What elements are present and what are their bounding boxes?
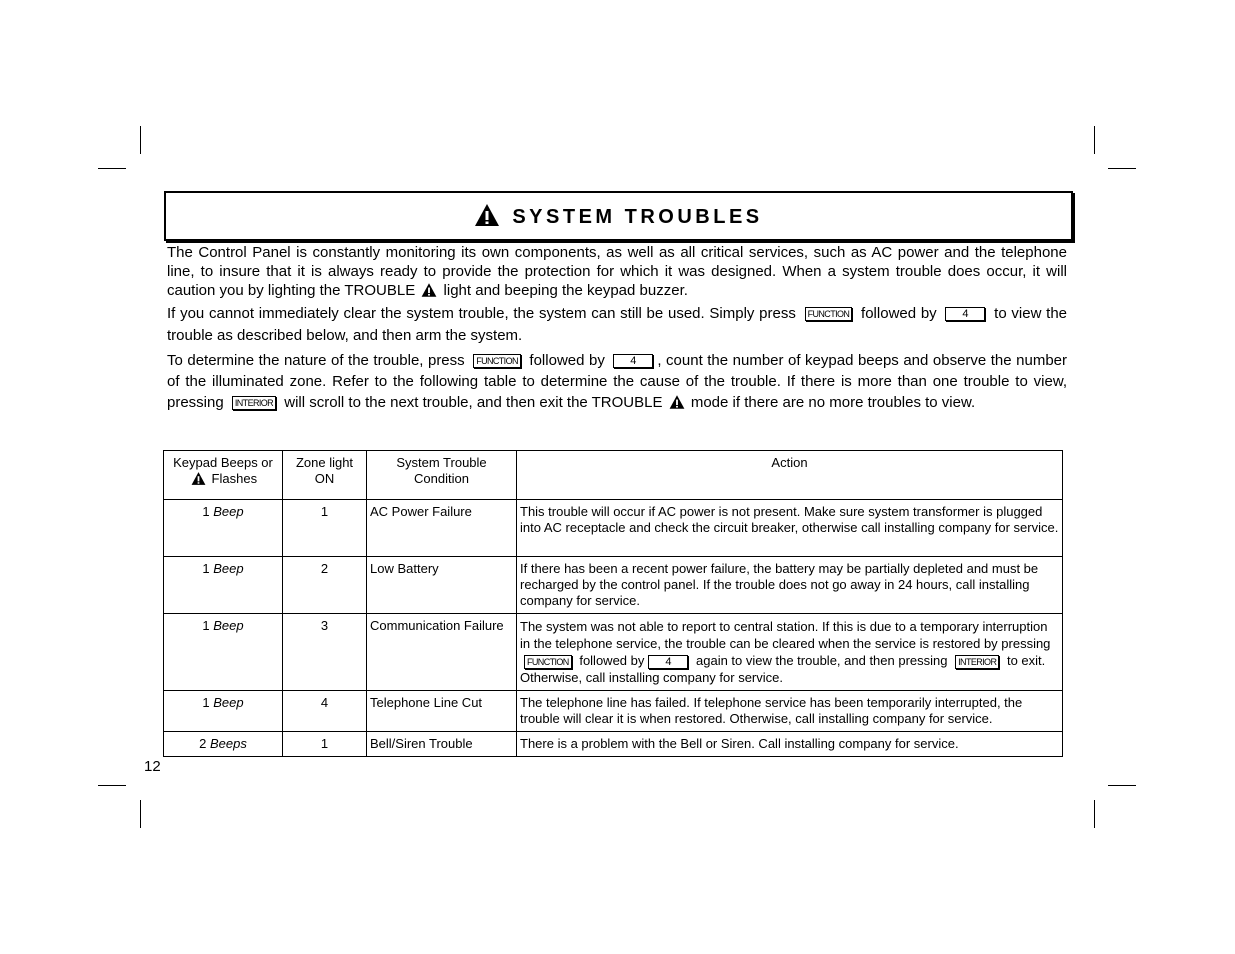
- trouble-table: [163, 450, 1063, 757]
- intro-paragraph-1: [167, 243, 1067, 303]
- action-cell: There is a problem with the Bell or Siren. Call installing company for service.: [517, 732, 1063, 757]
- warning-icon: [474, 203, 500, 233]
- function-key: FUNCTION: [524, 655, 572, 669]
- crop-mark: [140, 126, 141, 154]
- crop-mark: [1094, 800, 1095, 828]
- zone-cell: 1: [283, 500, 367, 557]
- condition-cell: Telephone Line Cut: [367, 691, 517, 732]
- beeps-cell: [164, 500, 283, 557]
- text: followed by: [529, 352, 605, 369]
- beep-unit: Beep: [213, 504, 244, 519]
- text: light and beeping the keypad buzzer.: [443, 282, 688, 299]
- crop-mark: [140, 800, 141, 828]
- page-title: [166, 203, 1071, 233]
- warning-icon: [191, 471, 206, 490]
- zone-cell: 1: [283, 732, 367, 757]
- text: to view the trouble as described below, and then arm the system.: [167, 305, 1068, 344]
- text: To determine the nature of the trouble, press: [167, 352, 465, 369]
- text: again to view the trouble, and then pressing: [696, 653, 948, 668]
- crop-mark: [98, 785, 126, 786]
- beep-count: 1: [202, 504, 210, 519]
- intro-paragraph-3: [167, 350, 1067, 416]
- header-zone: Zone light ON: [283, 451, 367, 500]
- key-4: 4: [613, 354, 653, 368]
- table-row: [164, 732, 1063, 757]
- table-row: [164, 500, 1063, 557]
- interior-key: INTERIOR: [955, 655, 999, 669]
- table-row: [164, 557, 1063, 614]
- title-text: SYSTEM TROUBLES: [512, 206, 763, 228]
- intro-paragraph-2: [167, 303, 1067, 347]
- header-text-2: [167, 471, 279, 490]
- key-4: 4: [648, 655, 688, 669]
- condition-cell: Communication Failure: [367, 614, 517, 691]
- table-row: [164, 691, 1063, 732]
- text: mode if there are no more troubles to view.: [690, 394, 976, 411]
- header-condition: System Trouble Condition: [367, 451, 517, 500]
- beep-count: 2: [199, 736, 207, 751]
- beep-unit: Beep: [213, 618, 244, 633]
- text: The Control Panel is constantly monitoring its own components, as well as all critical services, such as AC power and the telephone line, to insure that it is always ready to provide the protection for which it was designed. When a system trouble does occur, it will caution you by lighting the TROUBLE: [167, 244, 1067, 299]
- interior-key: INTERIOR: [232, 396, 276, 410]
- function-key: FUNCTION: [473, 354, 521, 368]
- beep-count: 1: [202, 618, 210, 633]
- text: , count the number of keypad beeps and observe the number of the illuminated zone. Refer to the following table to determine the cause of the trouble. If there is more than one trouble to view, pressing: [167, 352, 1067, 411]
- key-4: 4: [945, 307, 985, 321]
- zone-cell: 2: [283, 557, 367, 614]
- condition-cell: AC Power Failure: [367, 500, 517, 557]
- function-key: FUNCTION: [805, 307, 853, 321]
- warning-icon: [669, 394, 685, 416]
- header-text: Keypad Beeps or: [173, 455, 273, 470]
- header-action: Action: [517, 451, 1063, 500]
- crop-mark: [98, 168, 126, 169]
- text: The system was not able to report to central station. If this is due to a temporary interruption in the telephone service, the trouble can be cleared when the service is restored by pressing: [520, 619, 1051, 651]
- crop-mark: [1094, 126, 1095, 154]
- beep-count: 1: [202, 695, 210, 710]
- beep-unit: Beeps: [209, 736, 247, 751]
- header-text: Flashes: [211, 471, 258, 486]
- warning-icon: [421, 282, 437, 303]
- beeps-cell: [164, 732, 283, 757]
- text: If you cannot immediately clear the system trouble, the system can still be used. Simply press: [167, 305, 796, 322]
- beep-unit: Beep: [213, 695, 244, 710]
- header-beeps: [164, 451, 283, 500]
- beeps-cell: [164, 557, 283, 614]
- table-row: [164, 614, 1063, 691]
- action-cell: If there has been a recent power failure, the battery may be partially depleted and must be recharged by the control panel. If the trouble does not go away in 24 hours, call installing company for service.: [517, 557, 1063, 614]
- beeps-cell: [164, 614, 283, 691]
- page-number: 12: [144, 758, 161, 775]
- condition-cell: Low Battery: [367, 557, 517, 614]
- beep-unit: Beep: [213, 561, 244, 576]
- crop-mark: [1108, 785, 1136, 786]
- action-cell: This trouble will occur if AC power is not present. Make sure system transformer is plugged into AC receptacle and check the circuit breaker, otherwise call installing company for service.: [517, 500, 1063, 557]
- zone-cell: 3: [283, 614, 367, 691]
- action-cell: The telephone line has failed. If telephone service has been temporarily interrupted, the trouble will clear it is when restored. Otherwise, call installing company for service.: [517, 691, 1063, 732]
- condition-cell: Bell/Siren Trouble: [367, 732, 517, 757]
- action-cell: [517, 614, 1063, 691]
- text: to exit. Otherwise, call installing company for service.: [520, 653, 1046, 685]
- table-header-row: [164, 451, 1063, 500]
- text: followed by: [861, 305, 937, 322]
- beep-count: 1: [202, 561, 210, 576]
- crop-mark: [1108, 168, 1136, 169]
- title-box: [164, 191, 1073, 241]
- zone-cell: 4: [283, 691, 367, 732]
- beeps-cell: [164, 691, 283, 732]
- text: will scroll to the next trouble, and then exit the TROUBLE: [284, 394, 663, 411]
- text: followed by: [579, 653, 645, 668]
